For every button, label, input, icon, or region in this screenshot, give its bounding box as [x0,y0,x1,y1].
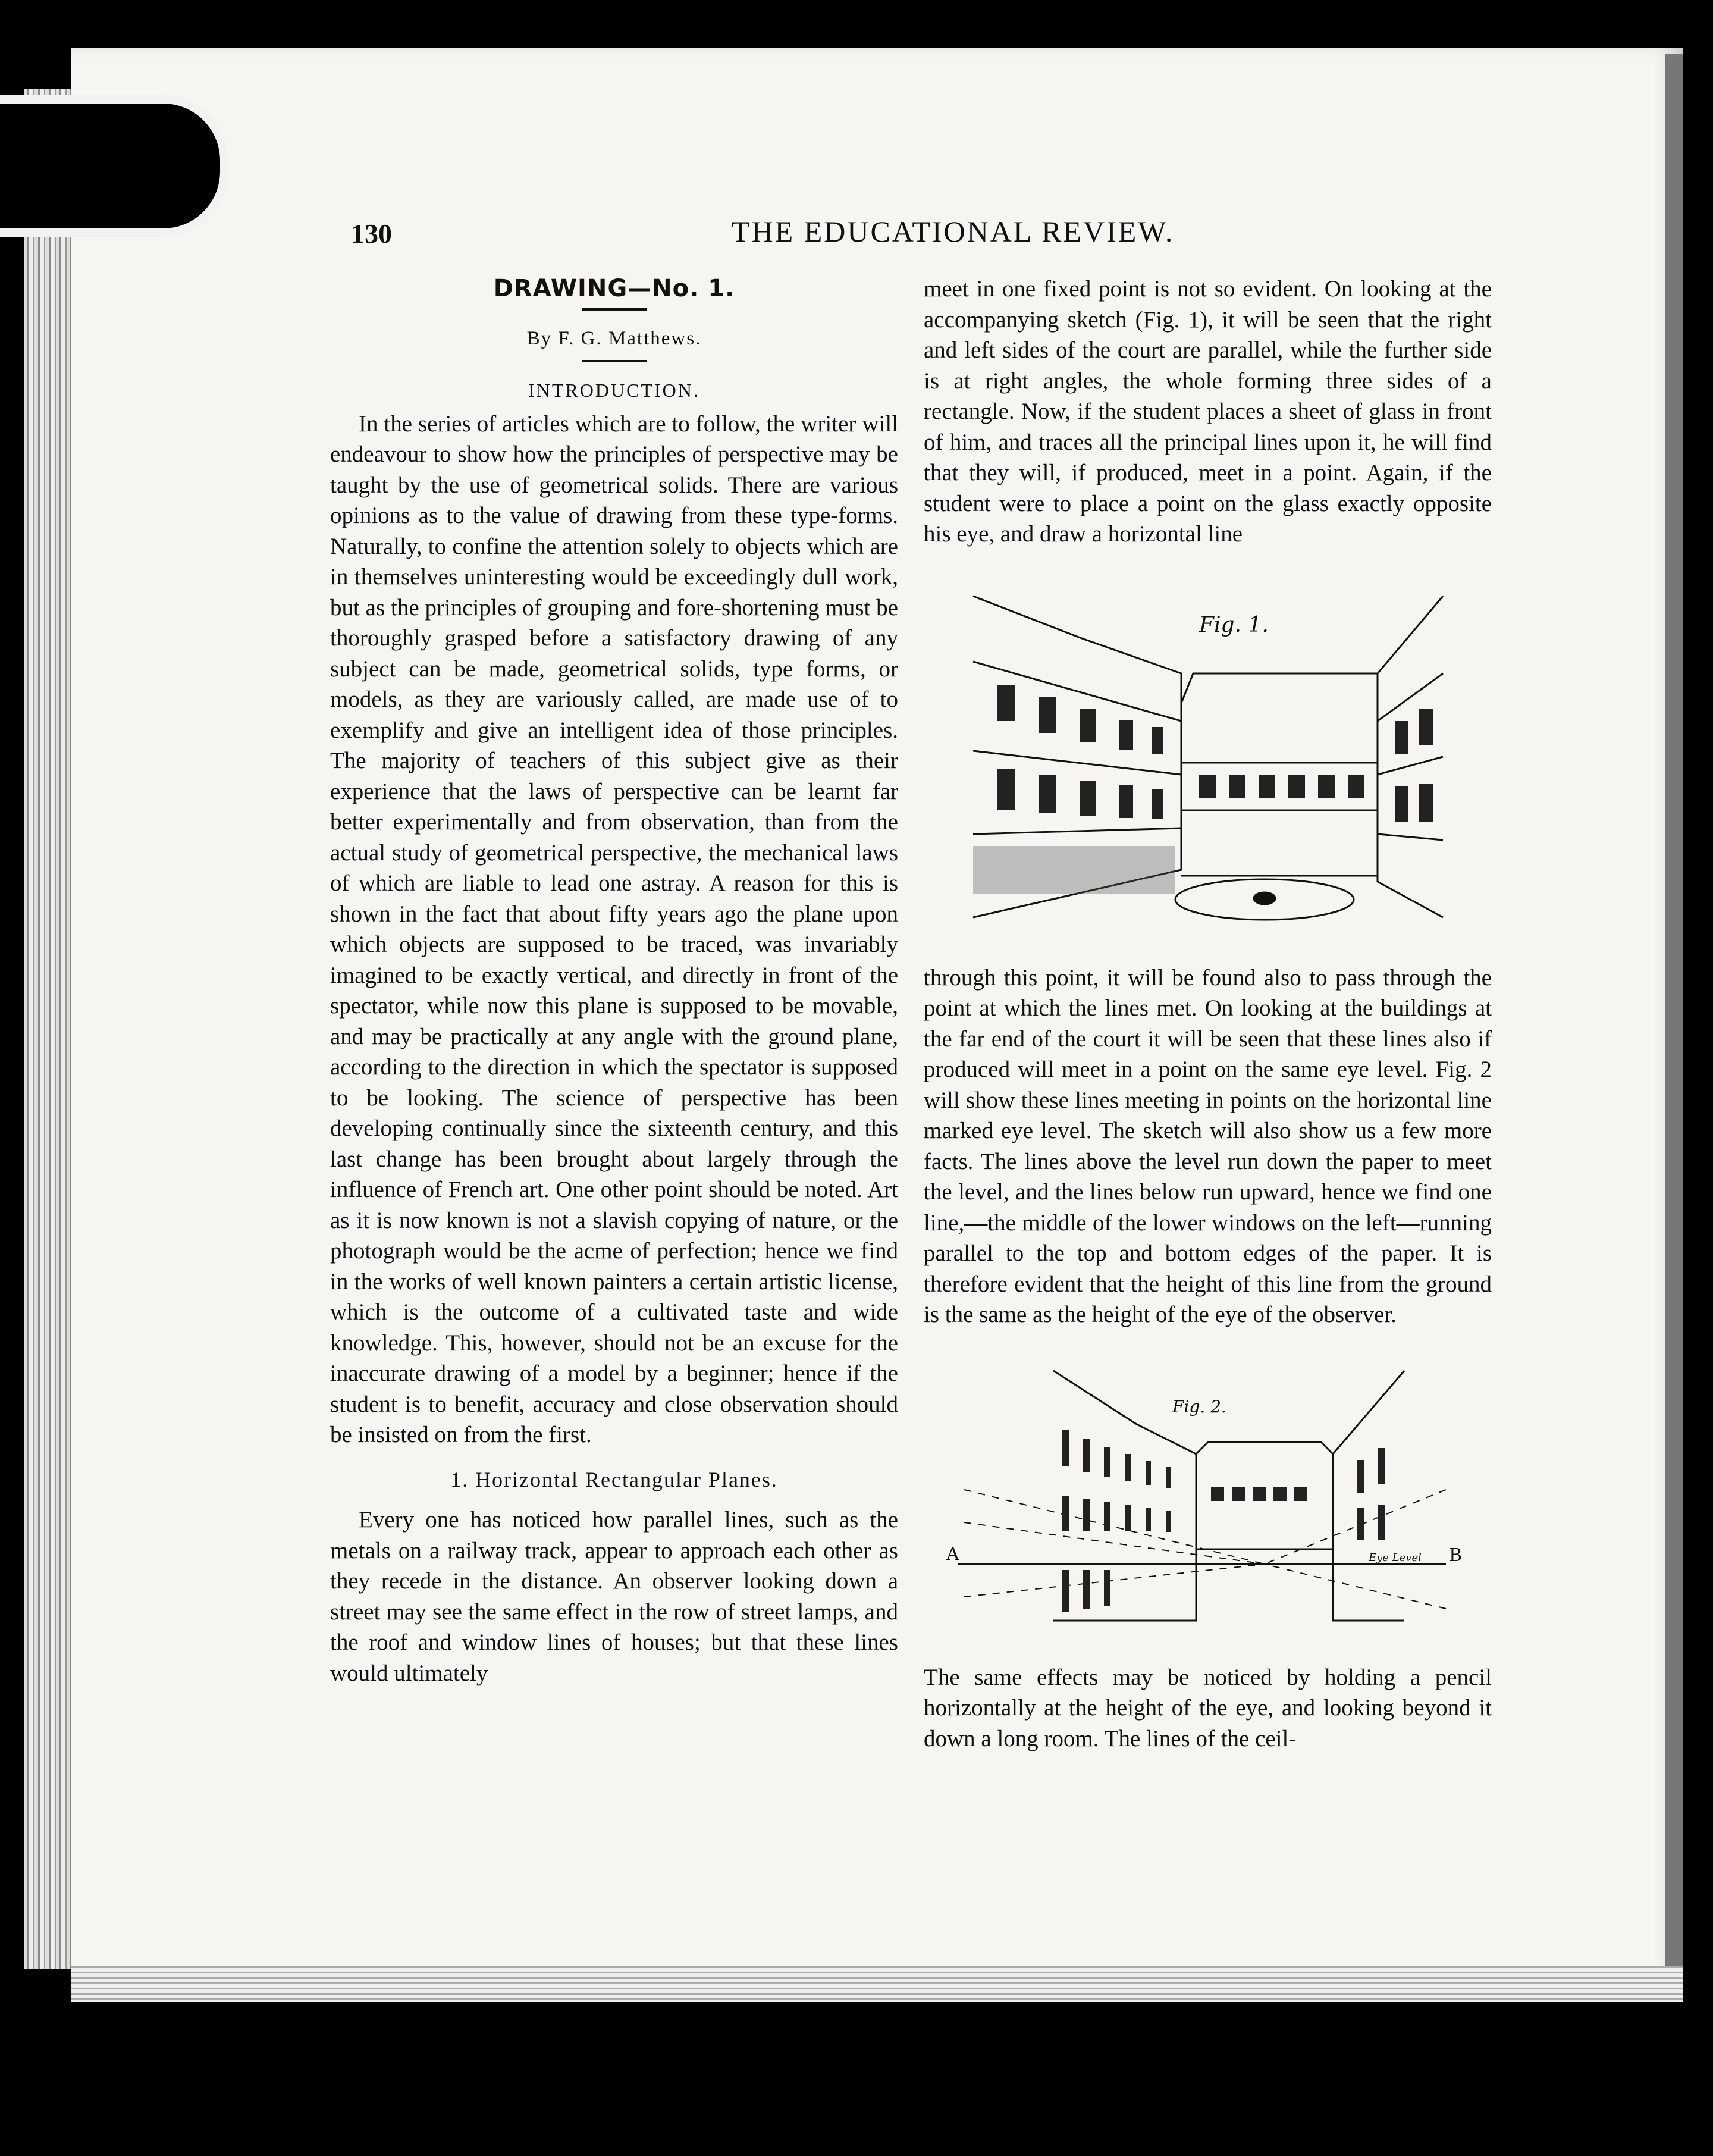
section-heading: 1. Horizontal Rectangular Planes. [450,1467,778,1491]
right-paragraph-2: through this point, it will be found also to pass through the point at which the lines met. On looking at the buildings at the far end of the court it will be seen that these lines also if produced will meet in a point on the same eye level. Fig. 2 will show these lines meeting in points on the horizontal line marked eye level. The sketch will also show us a few more facts. The lines above the level run down the paper to meet the level, and the lines below run upward, hence we find one line,—the middle of the lower windows on the left—running parallel to the top and bottom edges of the paper. It is therefore evident that the height of this line from the ground is the same as the height of the eye of the observer. [924,964,1492,1327]
journal-title: THE EDUCATIONAL REVIEW. [732,215,1175,248]
right-paragraph-1: meet in one fixed point is not so evident. On looking at the accompanying sketch (Fig. 1), it will be seen that the right and left sides of the court are parallel, while the further side is at right angles, the whole forming three sides of a rectangle. Now, if the student places a sheet of glass in front of him, and traces all the principal lines upon it, he will find that they will, if produced, meet in a point. Again, if the student were to place a point on the glass exactly opposite his eye, and draw a horizontal line [924,276,1492,547]
figure-1-label: Fig. 1. [1199,612,1269,637]
figure-2-label: Fig. 2. [1172,1396,1226,1417]
right-column [924,274,1492,1754]
page-gutter-edge [1665,54,1683,1975]
figure-2-point-b: B [1448,1544,1462,1566]
section-paragraph: Every one has noticed how parallel lines, such as the metals on a railway track, appear to approach each other as they recede in the distance. An observer looking down a street may see the same effect in the row of street lamps, and the roof and window lines of houses; but that these lines would ultimately [330,1507,898,1686]
intro-paragraph: In the series of articles which are to follow, the writer will endeavour to show how the principles of perspective may be taught by the use of geometrical solids. There are various opinions as to the value of drawing from these type-forms. Naturally, to confine the attention solely to objects which are in themselves uninteresting would be exceedingly dull work, but as the principles of grouping and fore-shortening must be thoroughly grasped before a satisfactory drawing of any subject can be made, geometrical solids, type forms, or models, as they are variously called, are made use of to exemplify and give an intelligent idea of those principles. The majority of teachers of this subject give as their experience that the laws of perspective can be learnt far better experimentally and from observation, than from the actual study of geometrical perspective, the mechanical laws of which are liable to lead one astray. A reason for this is shown in the fact that about fifty years ago the plane upon which objects are supposed to be traced, was invariably imagined to be exactly vertical, and directly in front of the spectator, while now this plane is supposed to be movable, and may be practically at any angle with the ground plane, according to the direction in which the spectator is supposed to be looking. The science of perspective has been developing continually since the sixteenth century, and this last change has been brought about largely through the influence of French art. One other point should be noted. Art as it is now known is not a slavish copying of nature, or the photograph would be the acme of perfection; hence we find in the works of well known painters a certain artistic license, which is the outcome of a cultivated taste and wide knowledge. This, however, should not be an excuse for the inaccurate drawing of a model by a beginner; hence if the student is to benefit, accuracy and close observation should be insisted on from the first. [330,410,898,1447]
byline-rule [582,360,647,362]
figure-2-eye-level-label: Eye Level [1368,1551,1422,1564]
right-paragraph-3: The same effects may be noticed by holding a pencil horizontally at the height of the eye, and looking beyond it down a long room. The lines of the ceil- [924,1664,1492,1751]
page-stack-bottom [71,1966,1683,2002]
running-head [351,214,1570,256]
intro-heading: INTRODUCTION. [528,380,700,401]
figure-2-point-a: A [946,1543,959,1565]
title-rule [582,308,647,311]
byline: By F. G. Matthews. [526,327,702,349]
binder-clip [0,95,228,237]
figure-1-courtyard [961,584,1455,935]
left-column [330,274,898,1688]
article-title: DRAWING—No. 1. [493,275,735,302]
page-number: 130 [351,218,392,249]
figure-2-street [940,1359,1476,1638]
